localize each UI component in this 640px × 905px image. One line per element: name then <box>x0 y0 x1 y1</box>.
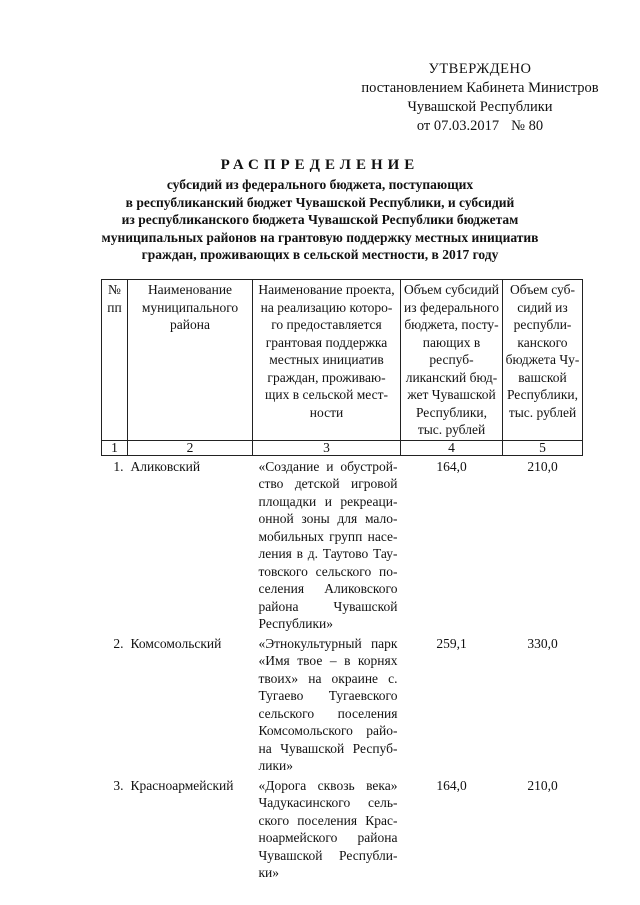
project-name: «Этнокультурный парк «Имя твое – в корнях твоих» на окраине с. Тугаево Тугаевского сельского поселения Комсомольского райо-на Чувашской Респуб-лики» <box>258 635 398 773</box>
district-name: Аликовский <box>130 458 201 474</box>
subtitle-line: граждан, проживающих в сельской местности, в 2017 году <box>141 247 499 262</box>
header-text: местных инициатив <box>269 352 384 367</box>
approval-date-line <box>340 117 620 136</box>
table-row <box>102 455 583 633</box>
project-name: «Создание и обустрой-ство детской игровой площадки и рекреаци-онной зоны для мало-мобильных групп насе-ления в д. Таутово Тау-товского сельского по-селения Аликовского района Чувашской Республики» <box>258 458 398 631</box>
header-text: Наименование <box>147 282 233 297</box>
header-cell-district <box>128 280 253 441</box>
table-row <box>102 775 583 882</box>
header-text: муниципального <box>141 299 239 315</box>
district-name: Красноармейский <box>130 777 234 793</box>
federal-amount: 164,0 <box>436 458 467 474</box>
republic-amount: 210,0 <box>527 777 558 793</box>
table-header-row <box>102 280 583 441</box>
header-cell-project <box>253 280 401 441</box>
header-text: тыс. рублей <box>508 404 577 420</box>
header-text: граждан, проживаю- <box>267 369 386 385</box>
column-number-row <box>102 440 583 455</box>
header-text: го предоставляется <box>271 317 382 332</box>
column-number: 4 <box>401 440 503 455</box>
district-name: Комсомольский <box>130 635 222 651</box>
header-text: тыс. рублей <box>417 422 486 437</box>
approval-line-2: Чувашской Республики <box>407 99 553 115</box>
subtitle-line: муниципальных районов на грантовую поддержку местных инициатив <box>101 229 539 245</box>
row-number: 2. <box>113 635 124 651</box>
header-text: пп <box>107 299 122 315</box>
subtitle-line: субсидий из федерального бюджета, поступающих <box>166 177 474 192</box>
header-text: района <box>170 317 210 332</box>
project-name: «Дорога сквозь века» Чадукасинского сель-ского поселения Крас-ноармейского района Чувашской Республи-ки» <box>258 777 398 880</box>
approval-block <box>340 60 620 136</box>
approval-title: УТВЕРЖДЕНО <box>428 61 532 77</box>
header-text: грантовая поддержка <box>265 334 388 350</box>
header-cell-federal <box>401 280 503 441</box>
header-text: сидий из <box>517 299 568 315</box>
header-text: Республики, <box>415 404 488 420</box>
column-number: 5 <box>503 440 583 455</box>
header-text: вашской <box>518 369 567 385</box>
federal-amount: 259,1 <box>436 635 467 651</box>
header-text: Объем субсидий <box>404 282 499 297</box>
header-text: бюджета Чу- <box>505 352 580 367</box>
header-text: ности <box>309 404 344 420</box>
header-text: Наименование проекта, <box>258 282 395 297</box>
document-heading <box>80 154 560 264</box>
header-cell-republic <box>503 280 583 441</box>
header-text: канского <box>517 334 568 350</box>
header-text: пающих в респуб- <box>422 334 481 367</box>
document-title: РАСПРЕДЕЛЕНИЕ <box>220 157 420 173</box>
row-number: 1. <box>113 458 124 474</box>
header-text: № <box>108 282 121 297</box>
federal-amount: 164,0 <box>436 777 467 793</box>
column-number: 1 <box>102 440 128 455</box>
approval-line-1: постановлением Кабинета Министров <box>361 80 599 96</box>
header-text: Объем суб- <box>510 282 575 297</box>
header-cell-number <box>102 280 128 441</box>
republic-amount: 330,0 <box>527 635 558 651</box>
header-text: Республики, <box>506 387 579 402</box>
header-text: бюджета, посту- <box>404 317 499 332</box>
row-number: 3. <box>113 777 124 793</box>
header-text: ликанский бюд- <box>405 369 498 385</box>
column-number: 2 <box>128 440 253 455</box>
header-text: республи- <box>513 317 572 332</box>
subtitle-line: в республиканский бюджет Чувашской Республики, и субсидий <box>125 194 515 210</box>
document-subtitle <box>80 176 560 264</box>
header-text: на реализацию которо- <box>260 299 393 315</box>
header-text: жет Чувашской <box>407 387 496 402</box>
approval-date: от 07.03.2017 <box>416 118 500 134</box>
table-row <box>102 633 583 775</box>
subsidy-table <box>101 279 583 882</box>
approval-number: № 80 <box>511 118 544 134</box>
header-text: щих в сельской мест- <box>264 387 388 402</box>
subtitle-line: из республиканского бюджета Чувашской Республики бюджетам <box>121 212 519 227</box>
header-text: из федерального <box>403 299 500 315</box>
column-number: 3 <box>253 440 401 455</box>
republic-amount: 210,0 <box>527 458 558 474</box>
